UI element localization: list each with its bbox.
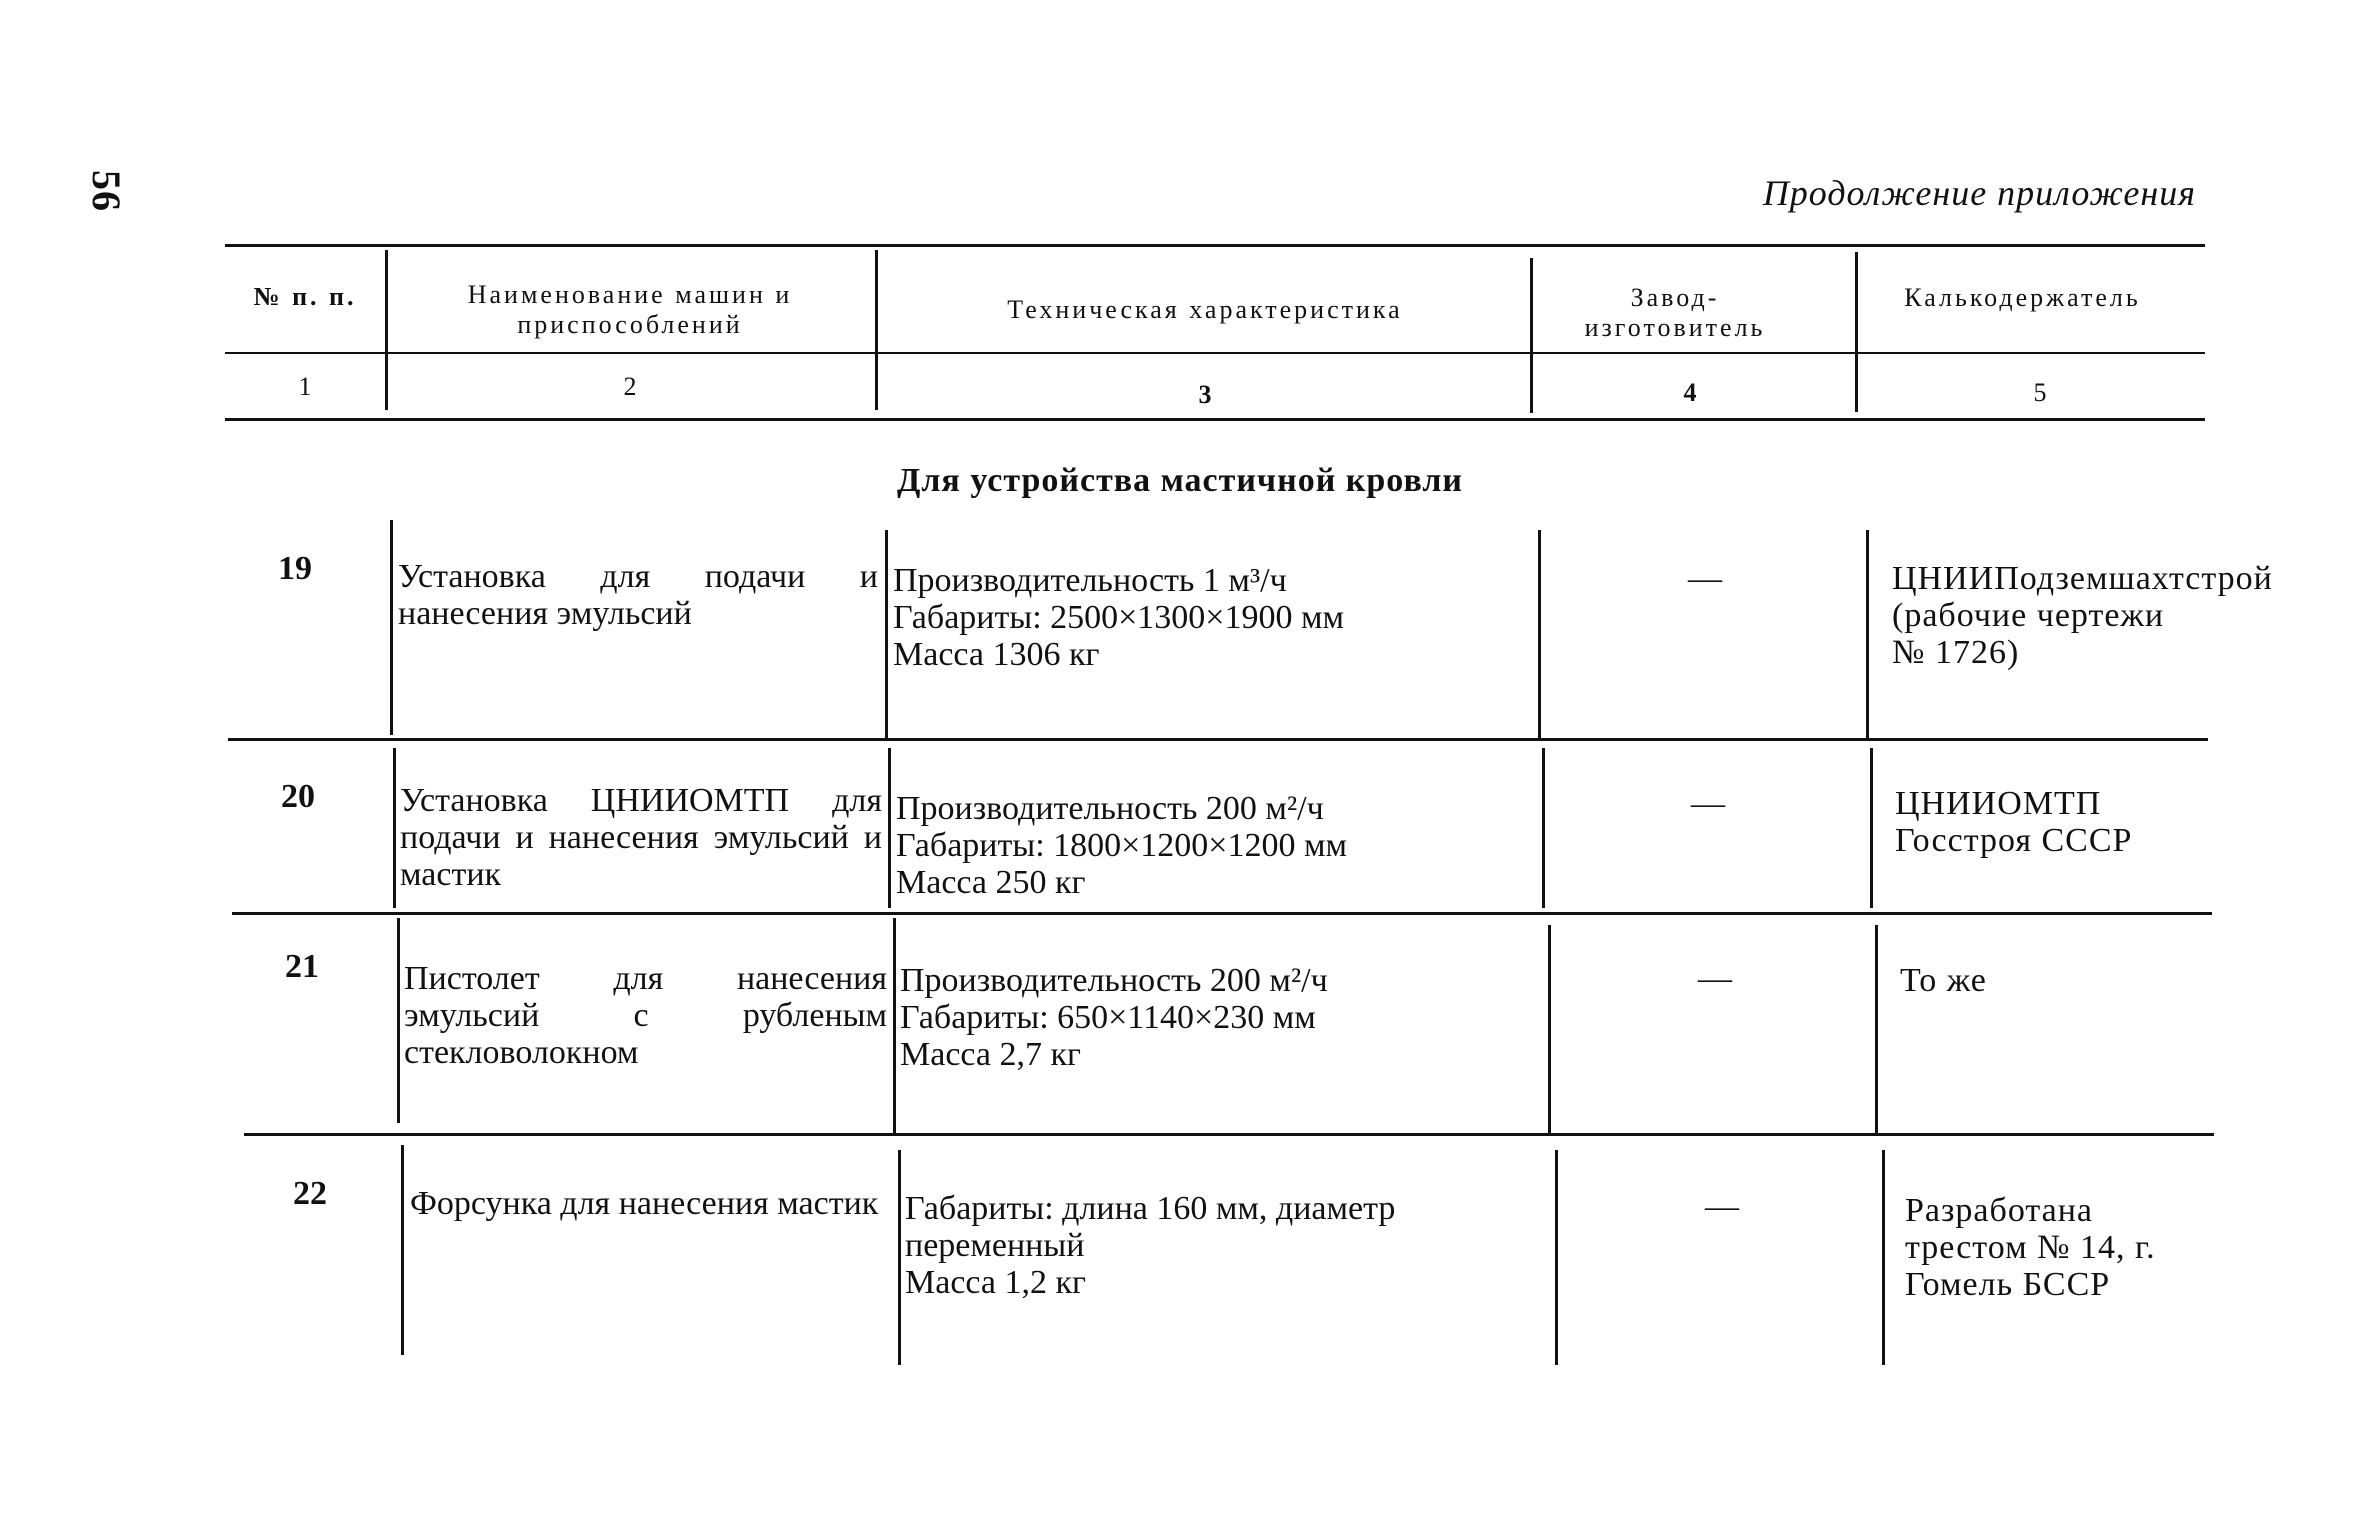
row-number: 19 [278,550,312,587]
row-number: 20 [281,778,315,815]
factory-value: — [1688,560,1722,597]
header-factory: Завод-изготовитель [1584,283,1766,342]
row-col-divider [397,918,400,1123]
spec-line: Производительность 200 м²/ч [900,962,1328,999]
row-col-divider [1538,530,1541,740]
spec-line: Масса 2,7 кг [900,1036,1081,1073]
technical-spec [900,962,1530,1073]
factory-value: — [1705,1188,1739,1225]
header-col-divider [385,250,388,410]
row-col-divider [1866,530,1869,740]
technical-spec [893,562,1523,673]
holder-value: ЦНИИОМТП Госстроя СССР [1895,785,2133,859]
row-number: 21 [285,948,319,985]
row-col-divider [888,748,891,908]
column-number: 1 [298,372,312,401]
column-number: 5 [2033,378,2047,407]
factory-value: — [1698,960,1732,997]
row-number: 22 [293,1175,327,1212]
row-col-divider [1875,925,1878,1135]
header-name: Наименование машин и приспособлений [467,280,793,339]
header-sub-rule [225,352,2205,354]
table-top-rule [225,244,2205,247]
machine-name: Форсунка для нанесения мастик [410,1185,879,1222]
row-rule [244,1133,2214,1136]
technical-spec [896,790,1526,901]
spec-line: Масса 1306 кг [893,636,1100,673]
row-rule [232,912,2212,915]
column-number: 4 [1683,378,1697,407]
row-col-divider [401,1145,404,1355]
spec-line: Масса 1,2 кг [905,1264,1086,1301]
machine-name: Установка для подачи и нанесения эмульсий [398,558,878,632]
spec-line: Производительность 1 м³/ч [893,562,1287,599]
header-col-divider [1855,252,1858,412]
header-holder: Калькодержатель [1904,283,2141,312]
header-tech: Техническая характеристика [1007,295,1403,324]
row-col-divider [1555,1150,1558,1365]
factory-value: — [1691,785,1725,822]
spec-line: Масса 250 кг [896,864,1086,901]
row-col-divider [898,1150,901,1365]
header-bottom-rule [225,418,2205,421]
holder-value: То же [1900,962,1987,999]
holder-value: Разработана трестом № 14, г. Гомель БССР [1905,1192,2156,1303]
header-col-divider [875,250,878,410]
row-rule [228,738,2208,741]
section-title: Для устройства мастичной кровли [896,462,1464,499]
column-number: 3 [1198,380,1212,409]
machine-name: Установка ЦНИИОМТП для подачи и нанесения эмульсий и мастик [400,782,882,893]
row-col-divider [390,520,393,735]
spec-line: Производительность 200 м²/ч [896,790,1324,827]
header-col-divider [1530,258,1533,413]
row-col-divider [1542,748,1545,908]
row-col-divider [1548,925,1551,1135]
spec-line: Габариты: 1800×1200×1200 мм [896,827,1348,864]
header-num: № п. п. [253,282,357,311]
spec-line: Габариты: 650×1140×230 мм [900,999,1316,1036]
row-col-divider [885,530,888,740]
machine-name: Пистолет для нанесения эмульсий с рубленым стекловолокном [404,960,887,1071]
holder-value: ЦНИИПодземшахтстрой (рабочие чертежи № 1726) [1892,560,2273,671]
row-col-divider [393,748,396,908]
row-col-divider [893,918,896,1133]
technical-spec [905,1190,1545,1301]
row-col-divider [1870,748,1873,908]
row-col-divider [1882,1150,1885,1365]
page-number: 56 [84,170,129,212]
continuation-note: Продолжение приложения [1762,173,2196,213]
column-number: 2 [623,372,637,401]
spec-line: Габариты: 2500×1300×1900 мм [893,599,1345,636]
spec-line: Габариты: длина 160 мм, диаметр переменный [905,1190,1396,1264]
